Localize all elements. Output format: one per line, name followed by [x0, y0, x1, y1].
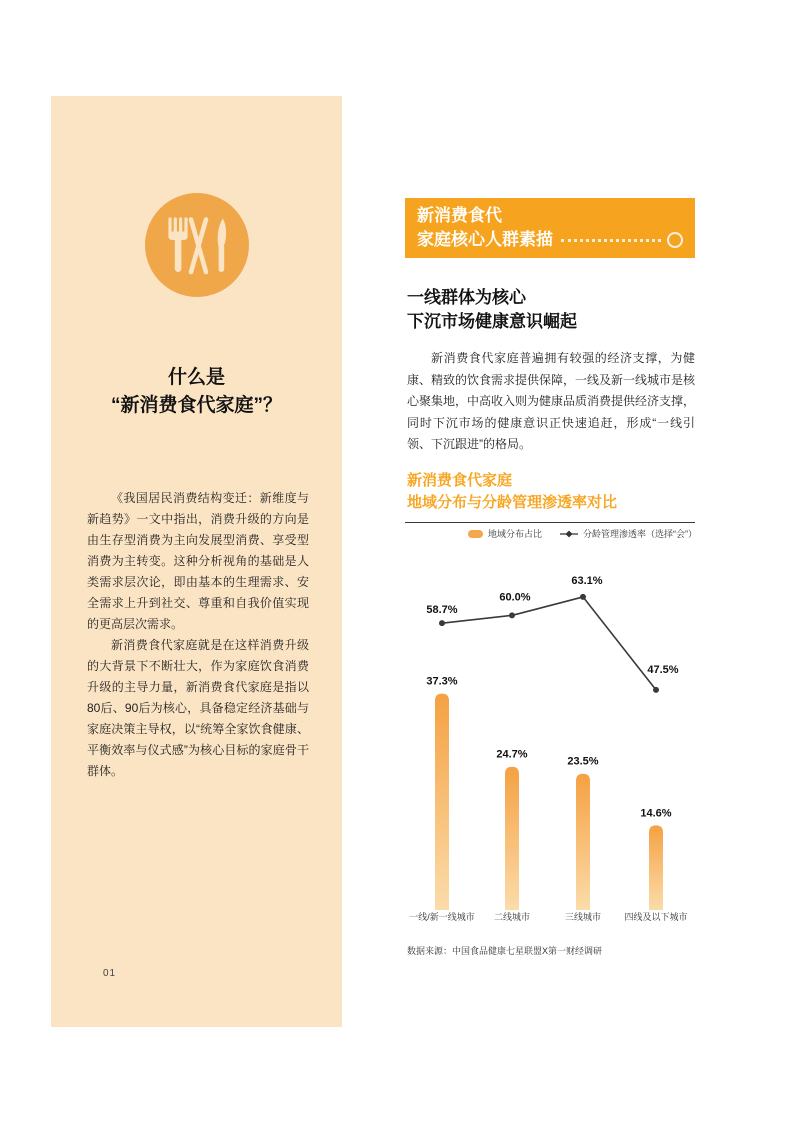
- divider-line: [405, 522, 695, 523]
- data-source-note: 数据来源：中国食品健康七星联盟X第一财经调研: [407, 946, 603, 956]
- line-point: [653, 687, 659, 693]
- category-label: 四线及以下城市: [624, 912, 688, 922]
- sidebar-title-line1: 什么是: [167, 367, 225, 388]
- sidebar-paragraph: 《我国居民消费结构变迁：新维度与新趋势》一文中指出，消费升级的方向是由生存型消费为主向发展型消费、享受型消费为主转变。这种分析视角的基础是人类需求层次论，即由基本的生理需求、安全需求上升到社交、尊重和自我价值实现的更高层次需求。: [87, 491, 309, 631]
- ring-icon: [667, 232, 683, 248]
- bar-value-label: 14.6%: [640, 807, 672, 820]
- sidebar-title-line2: “新消费食代家庭”？: [110, 395, 282, 416]
- trend-line: [442, 597, 656, 690]
- line-value-label: 63.1%: [571, 574, 603, 587]
- line-value-label: 47.5%: [647, 663, 679, 676]
- cutlery-icon: [145, 193, 249, 297]
- chart-title-line1: 新消费食代家庭: [407, 472, 513, 489]
- heading-line1: 一线群体为核心: [407, 288, 526, 307]
- cutlery-icon-svg: [145, 193, 249, 297]
- sidebar-panel: [51, 96, 342, 1027]
- bar-value-label: 24.7%: [496, 748, 528, 761]
- section-banner: [405, 198, 695, 258]
- category-label: 三线城市: [564, 912, 602, 922]
- bar-value-label: 23.5%: [567, 755, 599, 768]
- line-value-label: 60.0%: [499, 591, 531, 604]
- section-heading: [407, 286, 577, 334]
- bar-value-label: 37.3%: [426, 675, 458, 688]
- bar: [505, 767, 519, 910]
- bar: [649, 825, 663, 910]
- combo-chart: [405, 560, 705, 928]
- category-label: 二线城市: [493, 912, 531, 922]
- intro-paragraph: 新消费食代家庭普遍拥有较强的经济支撑，为健康、精致的饮食需求提供保障，一线及新一线城市是核心聚集地，中高收入则为健康品质消费提供经济支撑，同时下沉市场的健康意识正快速追赶，形成“一线引领、下沉跟进”的格局。: [407, 351, 696, 451]
- chart-legend: [405, 527, 697, 540]
- sidebar-title: [51, 364, 342, 420]
- sidebar-body: [87, 488, 309, 782]
- line-legend-marker: [560, 530, 578, 538]
- bar-legend-label: 地域分布占比: [487, 529, 542, 539]
- category-label: 一线/新一线城市: [409, 912, 475, 922]
- heading-line2: 下沉市场健康意识崛起: [407, 312, 577, 331]
- banner-line1: 新消费食代: [417, 206, 502, 225]
- line-legend-label: 分龄管理渗透率（选择“会”）: [583, 529, 697, 539]
- dotted-leader: [561, 239, 661, 242]
- line-point: [509, 612, 515, 618]
- bar-legend-swatch: [468, 530, 483, 538]
- line-point: [580, 594, 586, 600]
- bar: [435, 694, 449, 910]
- sidebar-paragraph: 新消费食代家庭就是在这样消费升级的大背景下不断壮大，作为家庭饮食消费升级的主导力量，新消费食代家庭是指以80后、90后为核心，具备稳定经济基础与家庭决策主导权，以“统筹全家饮食健康、平衡效率与仪式感”为核心目标的家庭骨干群体。: [87, 638, 309, 778]
- chart-title: [407, 470, 617, 514]
- line-value-label: 58.7%: [426, 604, 458, 617]
- chart-title-line2: 地域分布与分龄管理渗透率对比: [407, 494, 618, 511]
- bar: [576, 774, 590, 910]
- page-number: 01: [103, 968, 117, 979]
- line-point: [439, 620, 445, 626]
- banner-line2: 家庭核心人群素描: [417, 230, 553, 249]
